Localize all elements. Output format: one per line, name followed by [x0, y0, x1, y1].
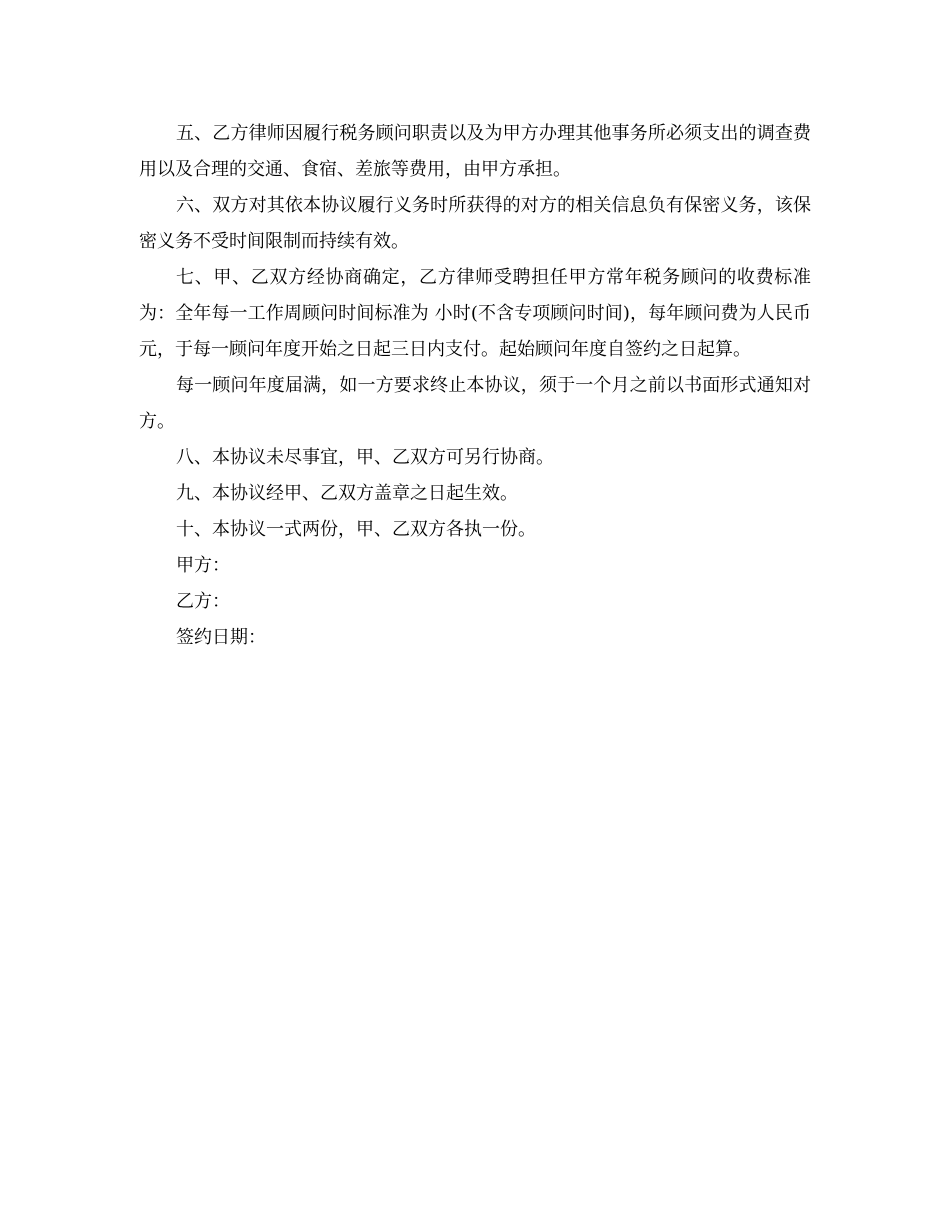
- clause-nine: 九、本协议经甲、乙双方盖章之日起生效。: [176, 483, 518, 504]
- clause-seven: 七、甲、乙双方经协商确定，乙方律师受聘担任甲方常年税务顾问的收费标准为：全年每一工作周顾问时间标准为 小时(不含专项顾问时间)，每年顾问费为人民币 元，于每一顾问年度开始之日起三日内支付。起始顾问年度自签约之日起算。: [139, 267, 811, 360]
- clause-seven-termination: 每一顾问年度届满，如一方要求终止本协议，须于一个月之前以书面形式通知对方。: [139, 375, 811, 432]
- signature-party-b: 乙方：: [176, 591, 230, 612]
- clause-ten: 十、本协议一式两份，甲、乙双方各执一份。: [176, 519, 536, 540]
- document-body: [139, 116, 811, 656]
- clause-five: 五、乙方律师因履行税务顾问职责以及为甲方办理其他事务所必须支出的调查费用以及合理的交通、食宿、差旅等费用，由甲方承担。: [139, 123, 811, 180]
- clause-six: 六、双方对其依本协议履行义务时所获得的对方的相关信息负有保密义务，该保密义务不受时间限制而持续有效。: [139, 195, 811, 252]
- signature-party-a: 甲方：: [176, 555, 230, 576]
- signature-date: 签约日期：: [176, 627, 266, 648]
- clause-eight: 八、本协议未尽事宜，甲、乙双方可另行协商。: [176, 447, 554, 468]
